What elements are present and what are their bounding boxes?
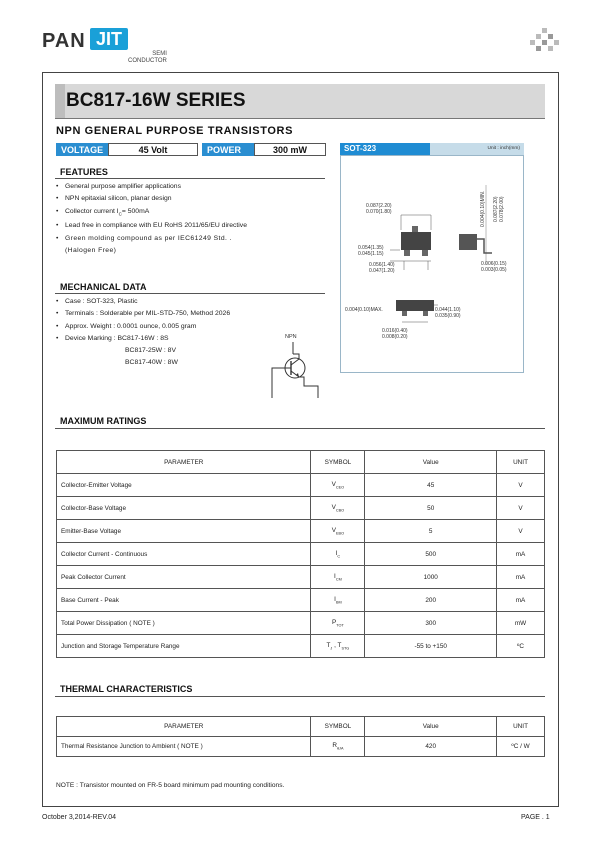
thermal-heading: THERMAL CHARACTERISTICS xyxy=(60,684,193,694)
logo-text-pan: PAN xyxy=(42,30,86,52)
value-cell: 1000 xyxy=(365,566,497,589)
param-cell: Collector-Base Voltage xyxy=(57,497,311,520)
symbol-cell: $I_{CM}$ xyxy=(311,566,365,589)
logo-sub-semi: SEMI xyxy=(152,51,167,57)
table-row xyxy=(57,566,545,589)
table-row xyxy=(57,543,545,566)
package-lead-bottom-left xyxy=(404,250,410,256)
logo-subtext xyxy=(128,51,167,65)
unit-cell: mA xyxy=(497,566,545,589)
symbol-cell: $V_{CEO}$ xyxy=(311,474,365,497)
max-ratings-divider xyxy=(55,428,545,429)
max-ratings-heading: MAXIMUM RATINGS xyxy=(60,416,147,426)
param-cell: Emitter-Base Voltage xyxy=(57,520,311,543)
symbol-cell: $V_{EBO}$ xyxy=(311,520,365,543)
logo-sub-conductor: CONDUCTOR xyxy=(128,58,167,64)
features-divider xyxy=(55,178,325,179)
list-item: • Case : SOT-323, Plastic xyxy=(56,298,138,305)
table-row xyxy=(57,474,545,497)
logo-text-jit: JIT xyxy=(90,28,128,50)
unit-cell: V xyxy=(497,474,545,497)
dim-lead-thickness: 0.006(0.15) 0.003(0.05) xyxy=(481,261,507,273)
header-parameter: PARAMETER xyxy=(57,717,311,737)
npn-label: NPN xyxy=(285,334,297,340)
unit-cell: mA xyxy=(497,543,545,566)
header-parameter: PARAMETER xyxy=(57,451,311,474)
header-unit: UNIT xyxy=(497,451,545,474)
features-list xyxy=(56,181,247,257)
package-unit: Unit : inch(mm) xyxy=(430,143,524,155)
list-item: • General purpose amplifier applications xyxy=(56,183,181,190)
unit-cell: mA xyxy=(497,589,545,612)
value-cell: 300 xyxy=(365,612,497,635)
value-cell: 5 xyxy=(365,520,497,543)
symbol-cell: $I_{BM}$ xyxy=(311,589,365,612)
list-item: • Device Marking : BC817-16W : 8S xyxy=(56,334,169,342)
table-row xyxy=(57,520,545,543)
value-cell: 420 xyxy=(365,737,497,757)
list-item: BC817-25W : 8V xyxy=(125,347,176,355)
package-body-top-view xyxy=(401,232,431,250)
value-cell: 500 xyxy=(365,543,497,566)
table-row xyxy=(57,635,545,658)
thermal-table xyxy=(56,716,545,757)
dim-lead-width: 0.016(0.40) 0.008(0.20) xyxy=(382,328,408,340)
voltage-value: 45 Volt xyxy=(108,143,198,156)
symbol-cell: $I_C$ xyxy=(311,543,365,566)
footnote: NOTE : Transistor mounted on FR-5 board minimum pad mounting conditions. xyxy=(56,782,285,789)
dim-body-height: 0.054(1.35) 0.045(1.15) xyxy=(358,245,384,257)
dim-max-standoff: 0.004(0.10)MAX. xyxy=(345,307,383,313)
thermal-divider xyxy=(55,696,545,697)
product-subtitle: NPN GENERAL PURPOSE TRANSISTORS xyxy=(56,125,294,137)
value-cell: 200 xyxy=(365,589,497,612)
max-ratings-table xyxy=(56,450,545,658)
list-item: • NPN epitaxial silicon, planar design xyxy=(56,195,172,203)
package-lead-top xyxy=(412,226,418,232)
param-cell: Total Power Dissipation ( NOTE ) xyxy=(57,612,311,635)
list-item: • Lead free in compliance with EU RoHS 2011/65/EU directive xyxy=(56,222,247,230)
dim-width: 0.087(2.20) 0.070(1.80) xyxy=(366,203,392,215)
unit-cell: ºC / W xyxy=(497,737,545,757)
voltage-label: VOLTAGE xyxy=(56,143,108,156)
package-body-side-view xyxy=(459,234,477,250)
list-item: • Collector current $I_C= 500mA$ xyxy=(56,207,150,216)
param-cell: Junction and Storage Temperature Range xyxy=(57,635,311,658)
dim-body-thickness: 0.044(1.10) 0.035(0.90) xyxy=(435,307,461,319)
symbol-cell: $P_{TOT}$ xyxy=(311,612,365,635)
title-divider xyxy=(55,118,545,119)
table-header-row xyxy=(57,717,545,737)
package-title: SOT-323 xyxy=(340,143,524,155)
header-symbol: SYMBOL xyxy=(311,717,365,737)
value-cell: 50 xyxy=(365,497,497,520)
features-heading: FEATURES xyxy=(60,167,108,177)
unit-cell: V xyxy=(497,497,545,520)
table-row xyxy=(57,612,545,635)
value-cell: -55 to +150 xyxy=(365,635,497,658)
footer-page: PAGE . 1 xyxy=(521,814,550,821)
unit-cell: V xyxy=(497,520,545,543)
package-body-front-view xyxy=(396,300,434,311)
power-value: 300 mW xyxy=(254,143,326,156)
param-cell: Collector Current - Continuous xyxy=(57,543,311,566)
npn-transistor-symbol-icon xyxy=(262,340,332,402)
list-item: BC817-40W : 8W xyxy=(125,359,178,367)
symbol-cell: $V_{CBO}$ xyxy=(311,497,365,520)
table-header-row xyxy=(57,451,545,474)
list-item: (Halogen Free) xyxy=(65,246,117,254)
unit-cell: mW xyxy=(497,612,545,635)
table-row xyxy=(57,737,545,757)
footer-date: October 3,2014-REV.04 xyxy=(42,814,117,821)
header-symbol: SYMBOL xyxy=(311,451,365,474)
dim-lead-span: 0.056(1.40) 0.047(1.20) xyxy=(369,262,395,274)
mechanical-heading: MECHANICAL DATA xyxy=(60,282,147,292)
power-label: POWER xyxy=(202,143,254,156)
param-cell: Peak Collector Current xyxy=(57,566,311,589)
table-row xyxy=(57,589,545,612)
package-lead-bottom-right xyxy=(422,250,428,256)
param-cell: Collector-Emitter Voltage xyxy=(57,474,311,497)
mechanical-divider xyxy=(55,293,325,294)
dim-length: 0.087(2.20) 0.078(2.00) xyxy=(493,196,505,222)
table-row xyxy=(57,497,545,520)
list-item: • Green molding compound as per IEC61249 Std. . xyxy=(56,234,232,242)
mechanical-list xyxy=(56,296,230,370)
page-title: BC817-16W SERIES xyxy=(66,90,246,111)
unit-cell: ºC xyxy=(497,635,545,658)
header-value: Value xyxy=(365,717,497,737)
list-item: • Terminals : Solderable per MIL-STD-750, Method 2026 xyxy=(56,310,231,318)
header-unit: UNIT xyxy=(497,717,545,737)
symbol-cell: $T_J$ , $T_{STG}$ xyxy=(311,635,365,658)
decorative-dots-icon xyxy=(530,28,560,52)
param-cell: Thermal Resistance Junction to Ambient ( NOTE ) xyxy=(57,737,311,757)
param-cell: Base Current - Peak xyxy=(57,589,311,612)
list-item: • Approx. Weight : 0.0001 ounce, 0.005 gram xyxy=(56,322,197,330)
dim-standoff: 0.004(0.10)MIN. xyxy=(480,190,486,227)
value-cell: 45 xyxy=(365,474,497,497)
header-value: Value xyxy=(365,451,497,474)
symbol-cell: $R_{\theta JA}$ xyxy=(311,737,365,757)
